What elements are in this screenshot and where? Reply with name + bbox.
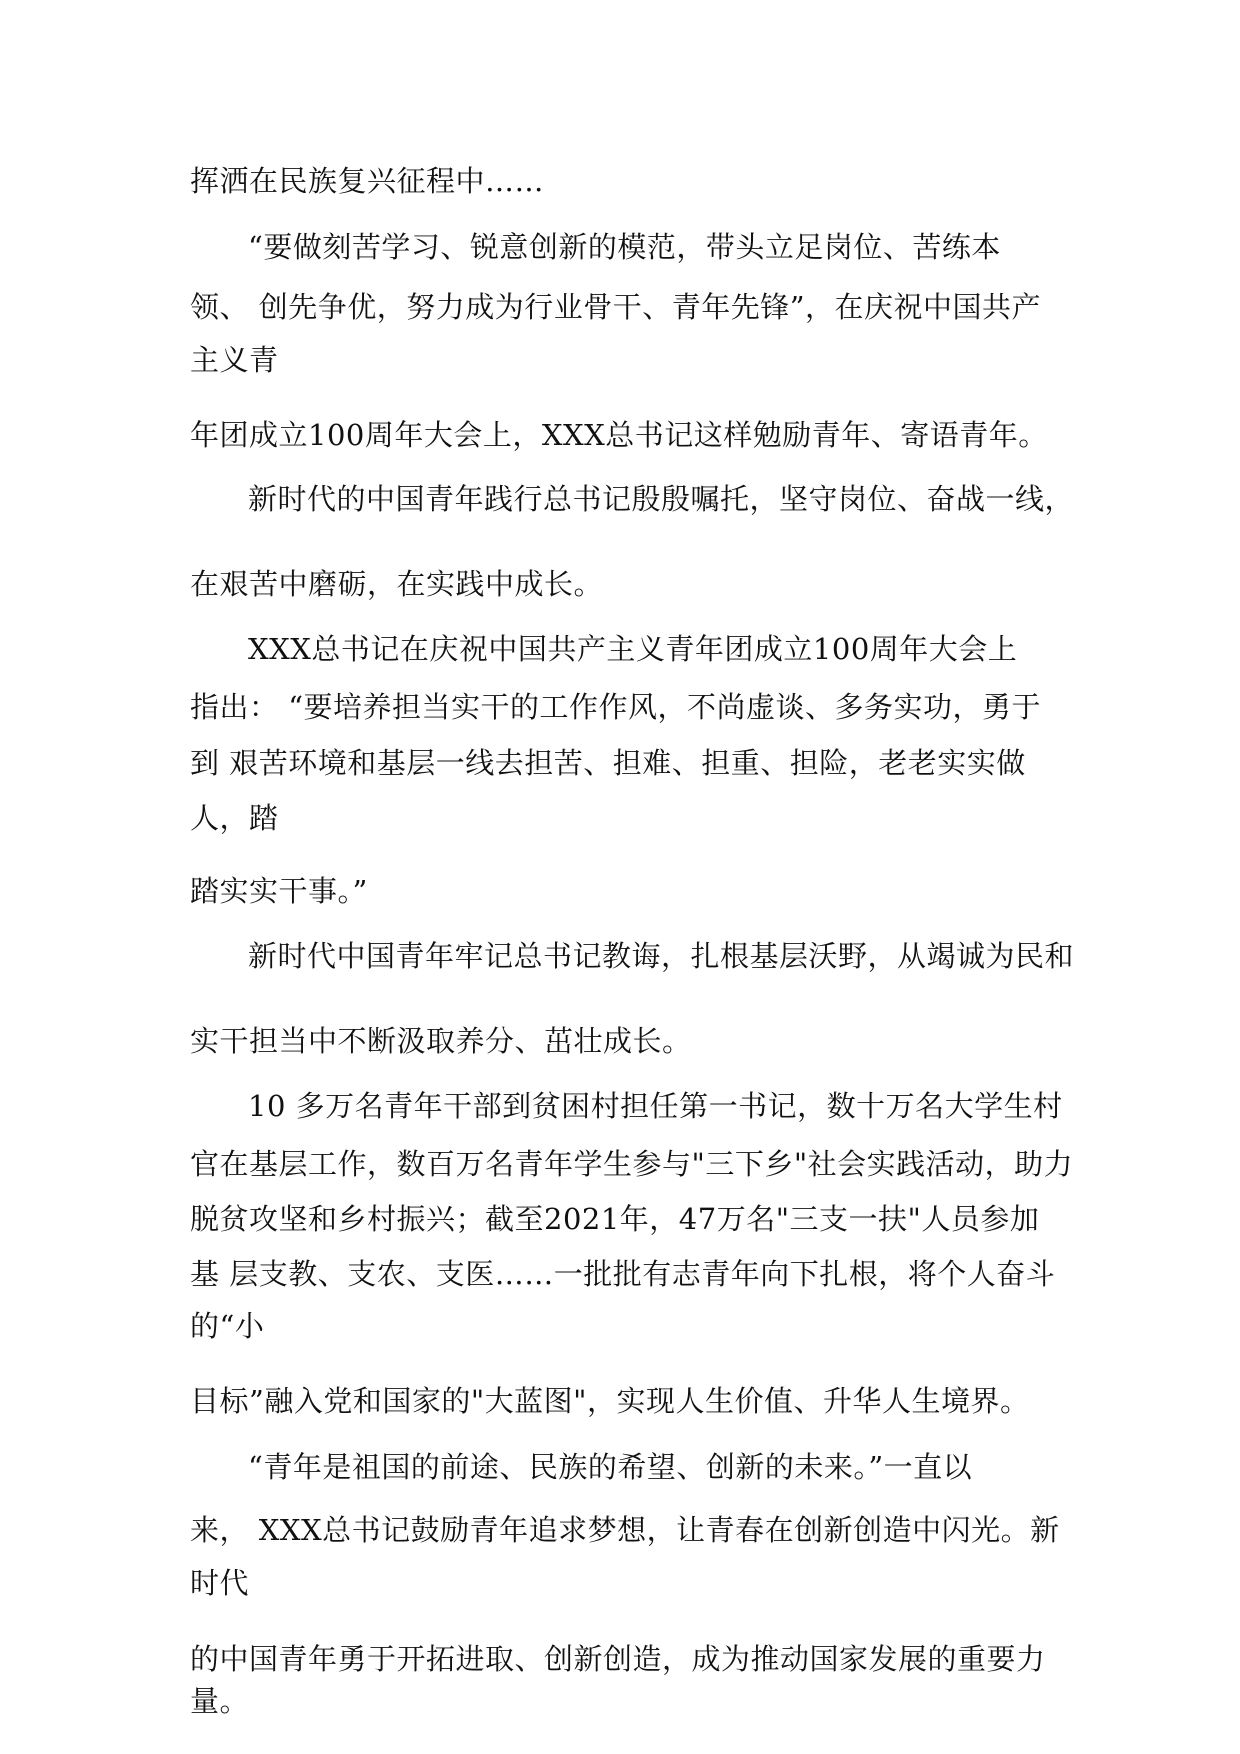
text-line: “青年是祖国的前途、民族的希望、创新的未来。”一直以 xyxy=(248,1450,973,1484)
text-line: 10 多万名青年干部到贫困村担任第一书记，数十万名大学生村 xyxy=(248,1089,1063,1123)
text-line: 来， XXX总书记鼓励青年追求梦想，让青春在创新创造中闪光。新 xyxy=(190,1513,1060,1547)
text-line: 目标”融入党和国家的"大蓝图"，实现人生价值、升华人生境界。 xyxy=(190,1384,1030,1418)
text-line: 主义青 xyxy=(190,343,279,377)
text-line: 时代 xyxy=(190,1566,250,1600)
text-line: “要做刻苦学习、锐意创新的模范，带头立足岗位、苦练本 xyxy=(248,230,1001,264)
text-line: 官在基层工作，数百万名青年学生参与"三下乡"社会实践活动，助力 xyxy=(190,1147,1074,1181)
text-line: 实干担当中不断汲取养分、茁壮成长。 xyxy=(190,1024,692,1058)
text-line: 量。 xyxy=(190,1684,250,1718)
text-line: 的中国青年勇于开拓进取、创新创造，成为推动国家发展的重要力 xyxy=(190,1642,1046,1676)
text-line: 脱贫攻坚和乡村振兴；截至2021年，47万名"三支一扶"人员参加 xyxy=(190,1202,1040,1236)
text-line: 领、 创先争优，努力成为行业骨干、青年先锋”，在庆祝中国共产 xyxy=(190,290,1042,324)
text-line: 指出： “要培养担当实干的工作作风，不尚虚谈、多务实功，勇于 xyxy=(190,690,1042,724)
text-line: 新时代的中国青年践行总书记殷殷嘱托，坚守岗位、奋战一线， xyxy=(248,482,1075,516)
text-line: 基 层支教、支农、支医……一批批有志青年向下扎根，将个人奋斗 xyxy=(190,1257,1056,1291)
text-line: 新时代中国青年牢记总书记教诲，扎根基层沃野，从竭诚为民和 xyxy=(248,939,1075,973)
text-line: XXX总书记在庆祝中国共产主义青年团成立100周年大会上 xyxy=(248,632,1018,666)
text-line: 的“小 xyxy=(190,1309,265,1343)
text-line: 在艰苦中磨砺，在实践中成长。 xyxy=(190,567,604,601)
text-line: 到 艰苦环境和基层一线去担苦、担难、担重、担险，老老实实做 xyxy=(190,746,1026,780)
text-line: 人，踏 xyxy=(190,801,279,835)
text-line: 年团成立100周年大会上，XXX总书记这样勉励青年、寄语青年。 xyxy=(190,418,1048,452)
text-line: 挥洒在民族复兴征程中…… xyxy=(190,164,545,198)
text-line: 踏实实干事。” xyxy=(190,874,368,908)
